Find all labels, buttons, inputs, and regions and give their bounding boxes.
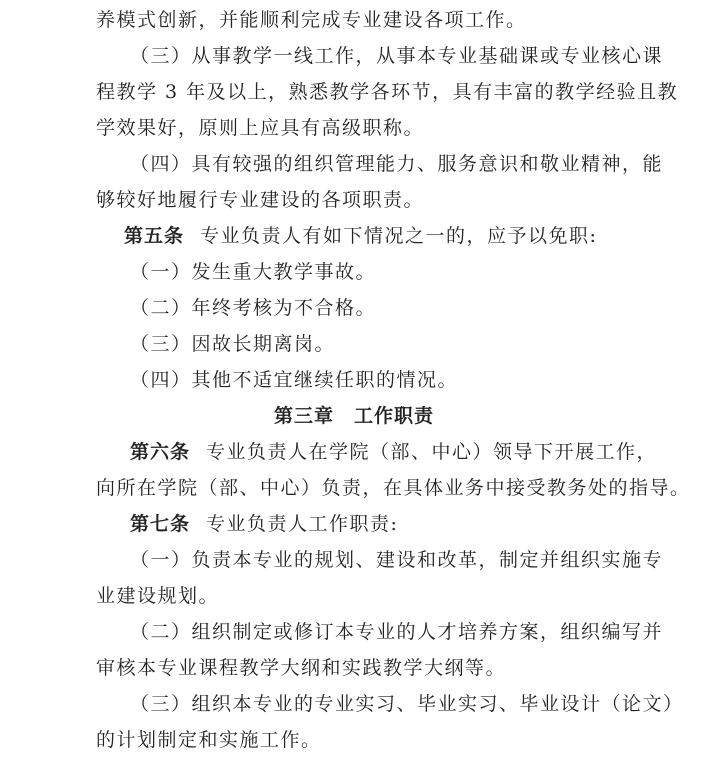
article-6-label: 第六条 [130,441,191,463]
paragraph-line: 审核本专业课程教学大纲和实践教学大纲等。 [96,657,507,679]
paragraph-line: （二）组织制定或修订本专业的人才培养方案，组织编写并 [130,621,664,643]
paragraph-line: 程教学 3 年及以上，熟悉教学各环节，具有丰富的教学经验且教 [96,81,679,103]
article-7-text: 专业负责人工作职责: [206,513,399,535]
article-5-text: 专业负责人有如下情况之一的，应予以免职: [200,225,598,247]
paragraph-line: 向所在学院（部、中心）负责，在具体业务中接受教务处的指导。 [96,477,691,499]
list-item: （三）因故长期离岗。 [130,333,336,355]
article-7-label: 第七条 [130,513,191,535]
list-item: （一）发生重大教学事故。 [130,261,377,283]
article-7 [130,512,398,536]
paragraph-line: 的计划制定和实施工作。 [96,729,322,751]
paragraph-line: 够较好地履行专业建设的各项职责。 [96,189,425,211]
paragraph-line: 养模式创新，并能顺利完成专业建设各项工作。 [96,9,527,31]
article-6-text: 专业负责人在学院（部、中心）领导下开展工作， [206,441,658,463]
paragraph-line: （三）从事教学一线工作，从事本专业基础课或专业核心课 [130,45,664,67]
paragraph-line: （一）负责本专业的规划、建设和改革，制定并组织实施专 [130,549,664,571]
paragraph-line: （三）组织本专业的专业实习、毕业实习、毕业设计（论文） [130,693,684,715]
article-6 [130,440,657,464]
chapter-heading: 第三章 工作职责 [273,405,434,427]
article-5-label: 第五条 [124,225,185,247]
list-item: （二）年终考核为不合格。 [130,297,377,319]
paragraph-line: （四）具有较强的组织管理能力、服务意识和敬业精神，能 [130,153,664,175]
list-item: （四）其他不适宜继续任职的情况。 [130,369,459,391]
paragraph-line: 业建设规划。 [96,585,220,607]
article-5 [124,224,597,248]
paragraph-line: 学效果好，原则上应具有高级职称。 [96,117,425,139]
